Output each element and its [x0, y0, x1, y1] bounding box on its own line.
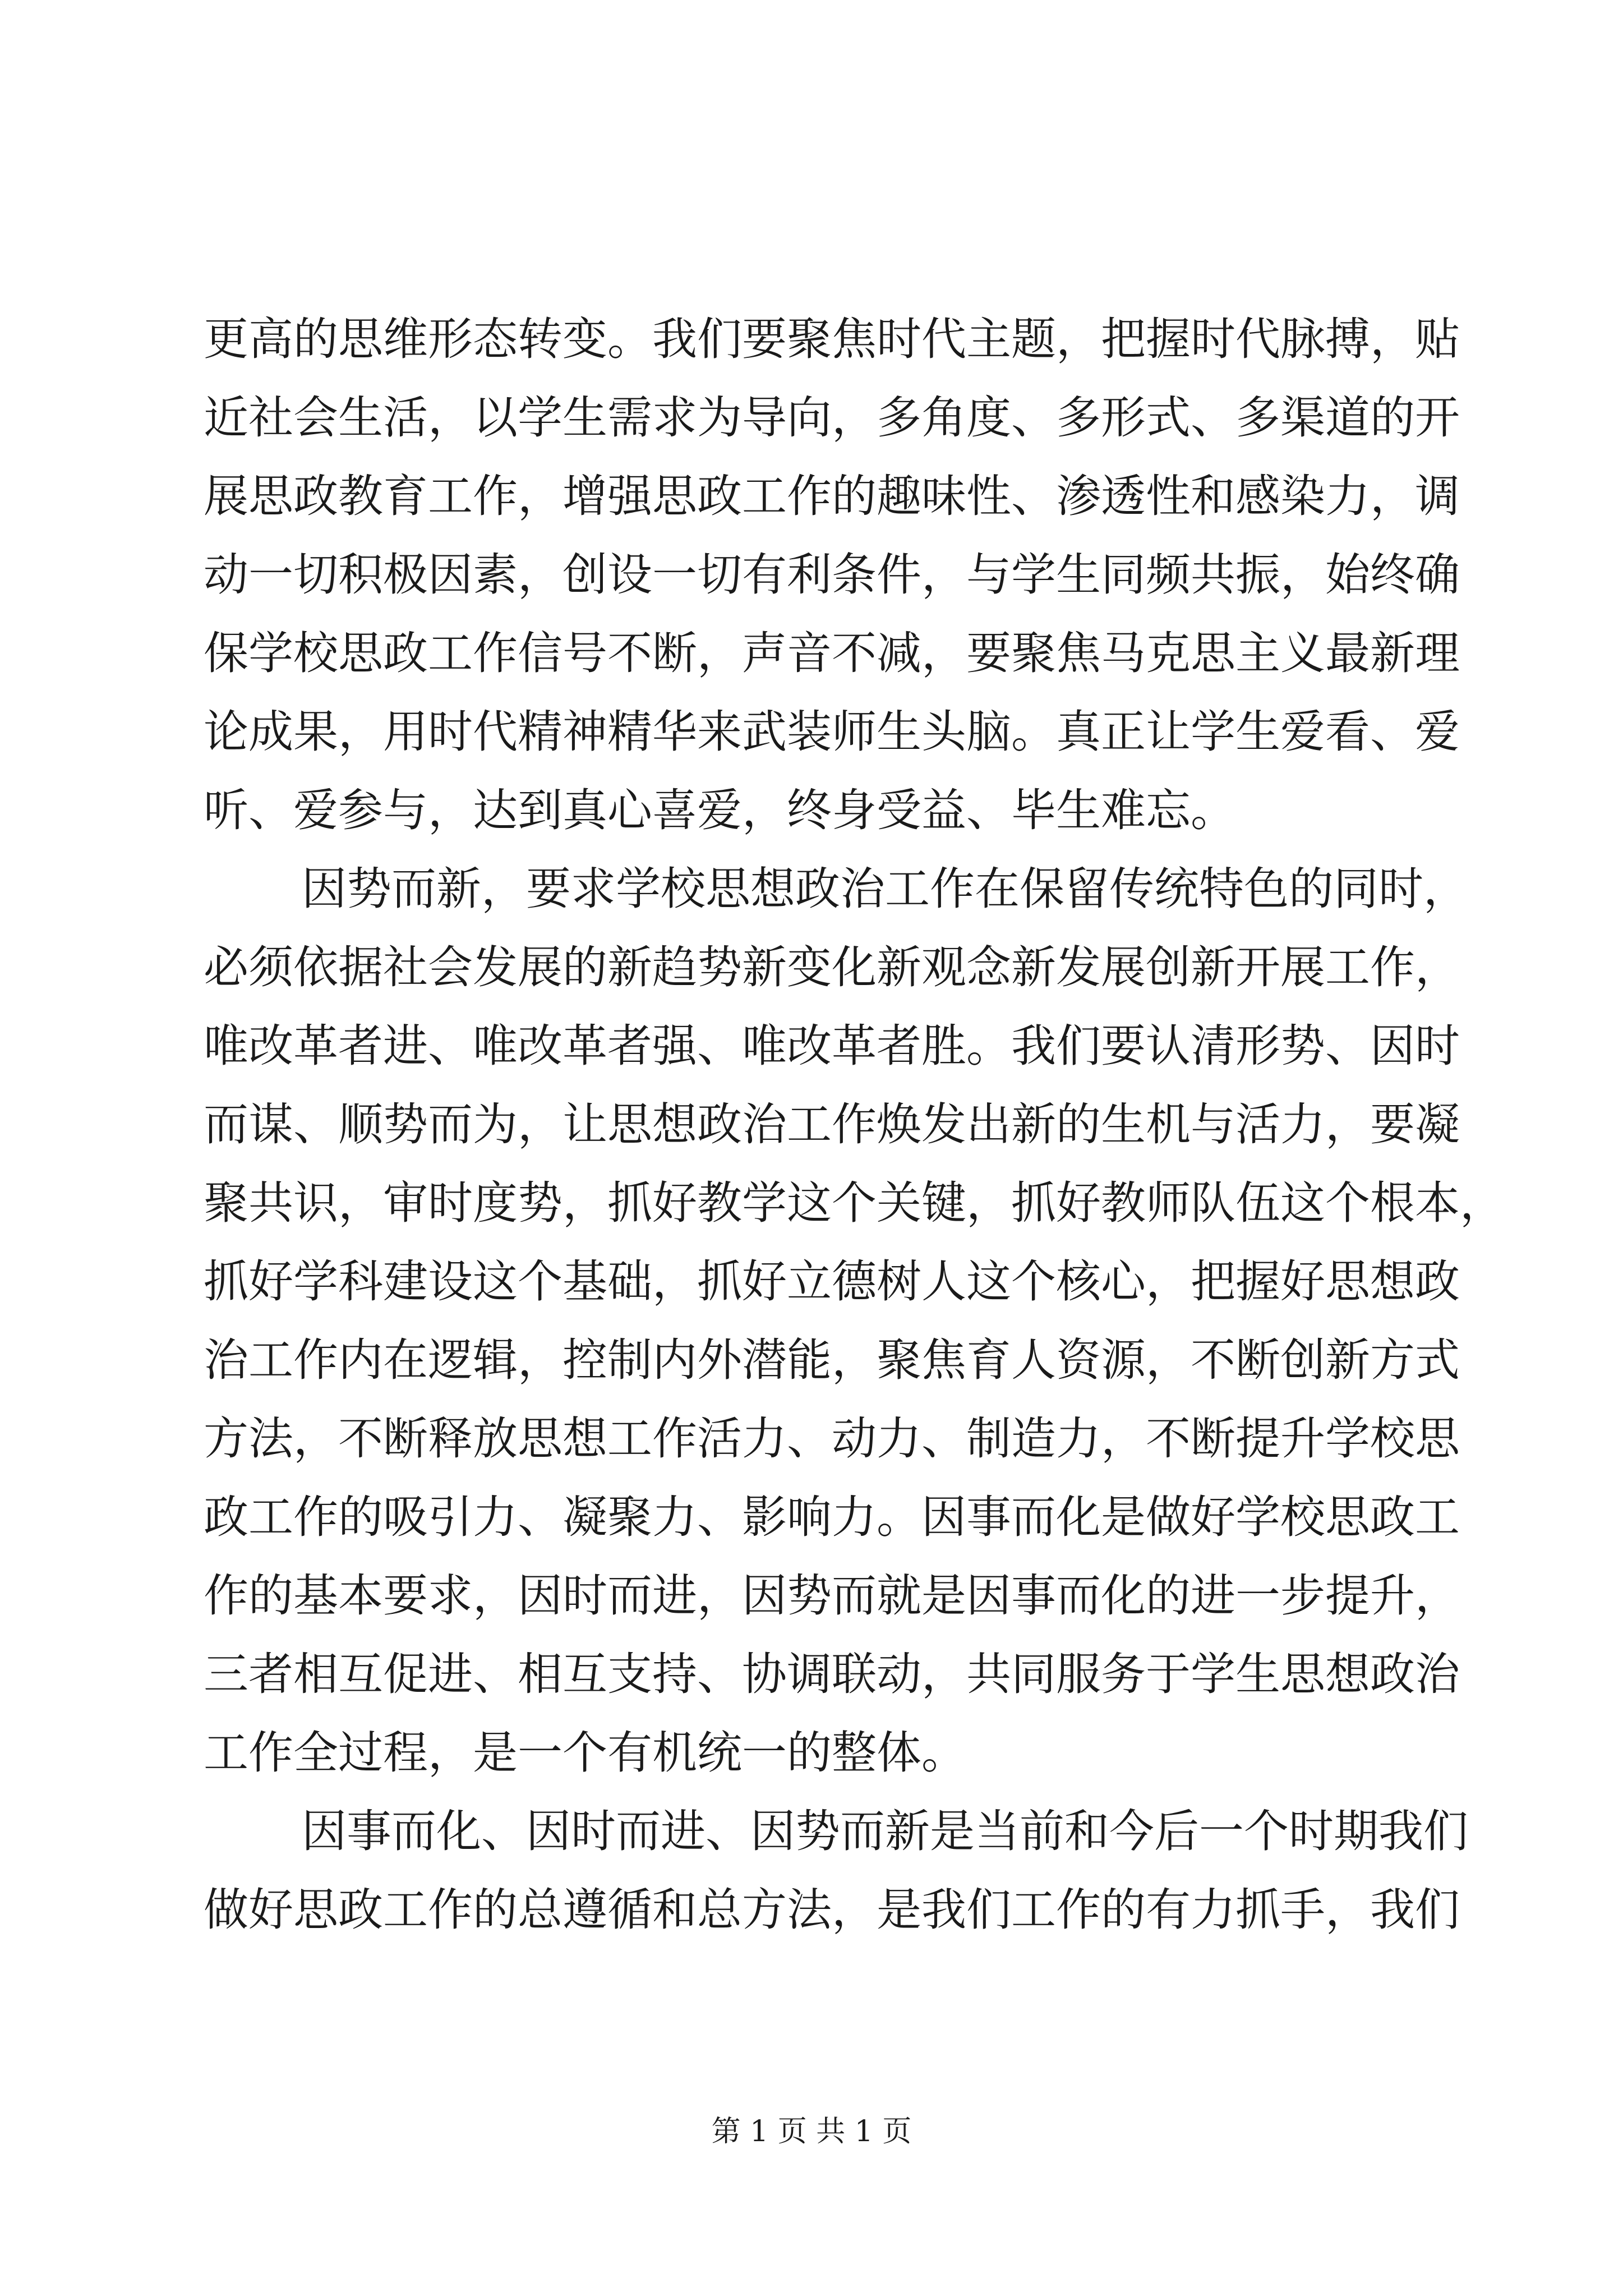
paragraph-3-line-2: 做好思政工作的总遵循和总方法，是我们工作的有力抓手，我们 — [204, 1884, 1460, 1936]
paragraph-2-line-11: 三者相互促进、相互支持、协调联动，共同服务于学生思想政治 — [204, 1648, 1460, 1700]
paragraph-1-line-4: 动一切积极因素，创设一切有利条件，与学生同频共振，始终确 — [204, 549, 1460, 601]
paragraph-1-line-6: 论成果，用时代精神精华来武装师生头脑。真正让学生爱看、爱 — [204, 706, 1460, 758]
paragraph-2-line-1: 因势而新，要求学校思想政治工作在保留传统特色的同时， — [302, 863, 1468, 915]
paragraph-1-line-7: 听、爱参与，达到真心喜爱，终身受益、毕生难忘。 — [204, 784, 1235, 836]
paragraph-2-line-9: 政工作的吸引力、凝聚力、影响力。因事而化是做好学校思政工 — [204, 1491, 1460, 1543]
paragraph-3-line-1: 因事而化、因时而进、因势而新是当前和今后一个时期我们 — [302, 1805, 1468, 1857]
paragraph-2-line-7: 治工作内在逻辑，控制内外潜能，聚焦育人资源，不断创新方式 — [204, 1334, 1460, 1386]
paragraph-1-line-5: 保学校思政工作信号不断，声音不减，要聚焦马克思主义最新理 — [204, 627, 1460, 679]
paragraph-2-line-2: 必须依据社会发展的新趋势新变化新观念新发展创新开展工作， — [204, 941, 1460, 993]
paragraph-2-line-12: 工作全过程，是一个有机统一的整体。 — [204, 1727, 966, 1779]
paragraph-2-line-4: 而谋、顺势而为，让思想政治工作焕发出新的生机与活力，要凝 — [204, 1098, 1460, 1151]
paragraph-2-line-5: 聚共识，审时度势，抓好教学这个关键，抓好教师队伍这个根本， — [204, 1177, 1505, 1229]
paragraph-1-line-1: 更高的思维形态转变。我们要聚焦时代主题，把握时代脉搏，贴 — [204, 313, 1460, 365]
page-number-footer: 第 1 页 共 1 页 — [711, 2115, 912, 2148]
paragraph-2-line-8: 方法，不断释放思想工作活力、动力、制造力，不断提升学校思 — [204, 1412, 1460, 1465]
paragraph-2-line-6: 抓好学科建设这个基础，抓好立德树人这个核心，把握好思想政 — [204, 1255, 1460, 1308]
paragraph-1-line-3: 展思政教育工作，增强思政工作的趣味性、渗透性和感染力，调 — [204, 470, 1460, 522]
paragraph-2-line-3: 唯改革者进、唯改革者强、唯改革者胜。我们要认清形势、因时 — [204, 1020, 1460, 1072]
paragraph-2-line-10: 作的基本要求，因时而进，因势而就是因事而化的进一步提升， — [204, 1570, 1460, 1622]
paragraph-1-line-2: 近社会生活，以学生需求为导向，多角度、多形式、多渠道的开 — [204, 392, 1460, 444]
